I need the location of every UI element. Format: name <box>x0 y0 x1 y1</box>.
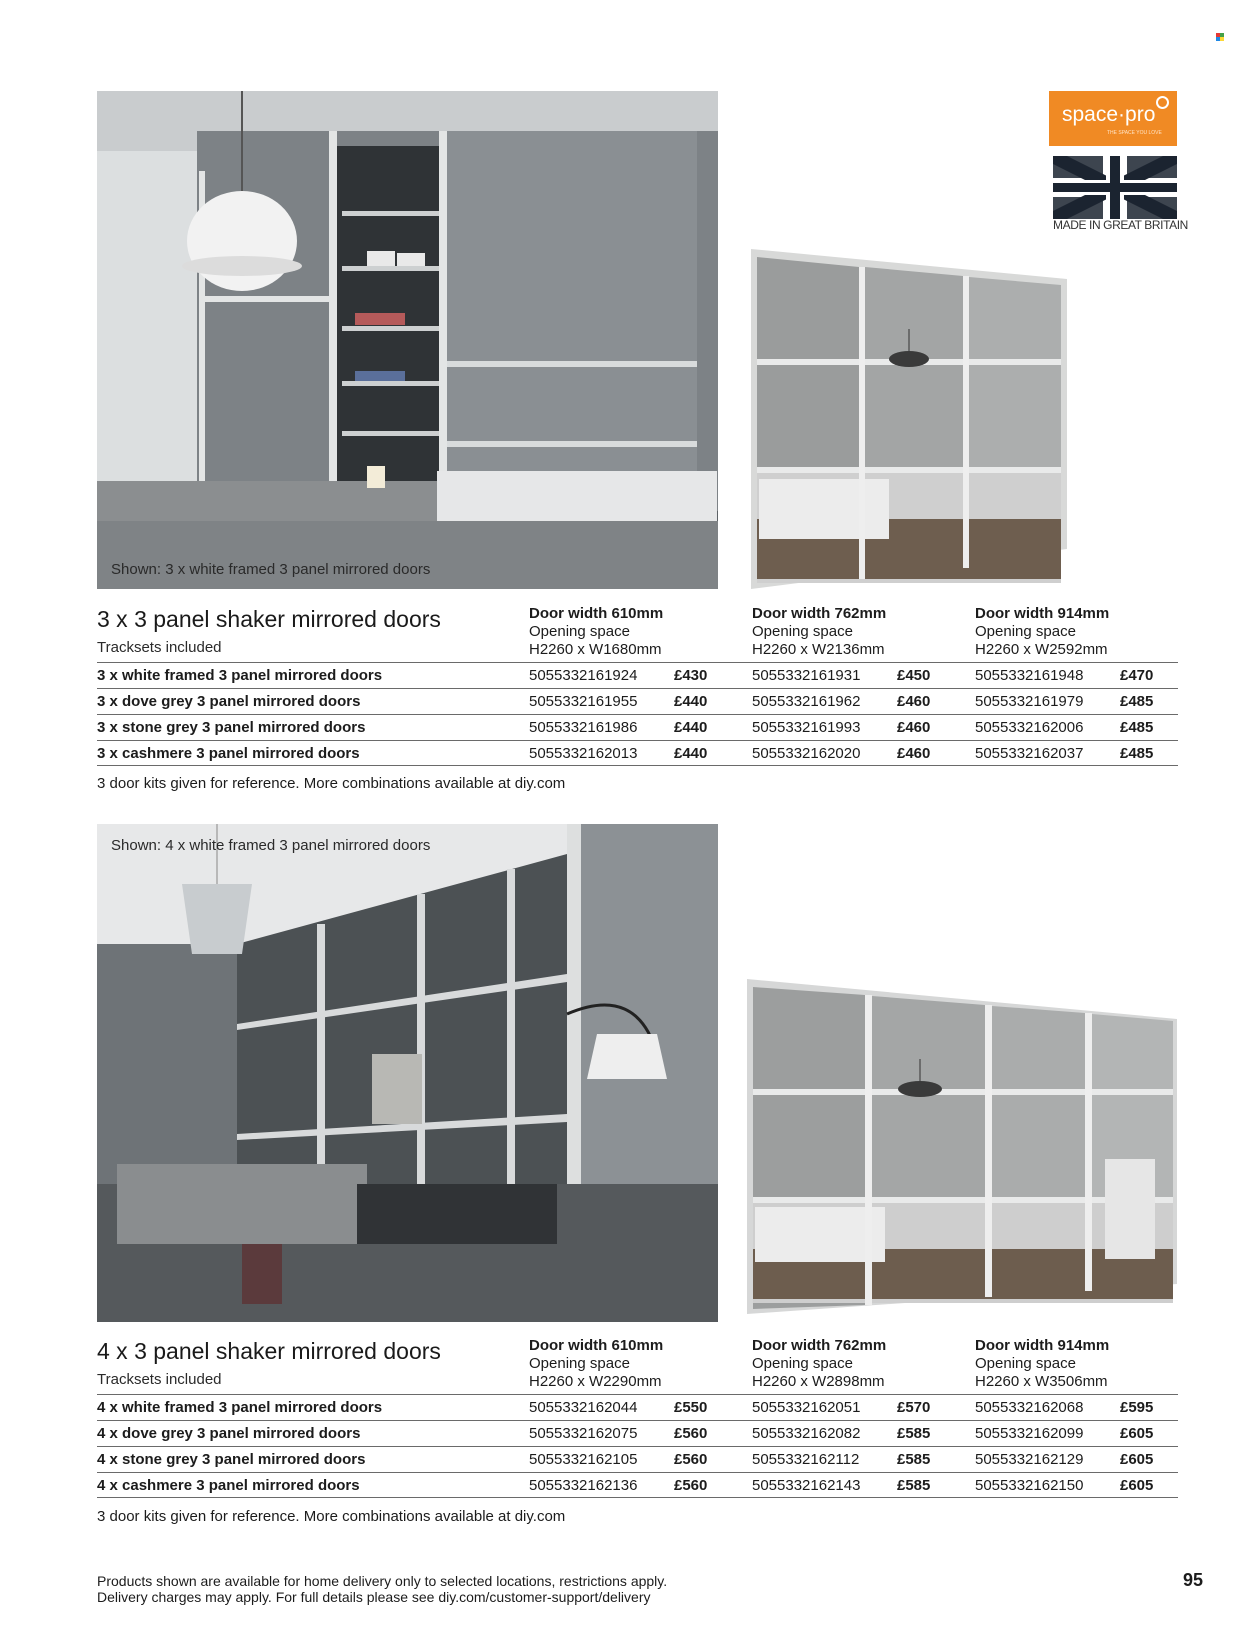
product-price: £460 <box>897 745 931 762</box>
product-price: £560 <box>674 1425 708 1442</box>
door-width: Door width 762mm <box>752 605 887 622</box>
door-width: Door width 610mm <box>529 605 664 622</box>
opening-label: Opening space <box>752 1355 853 1372</box>
section1-col2-header <box>752 605 886 659</box>
product-name: 3 x white framed 3 panel mirrored doors <box>97 667 383 684</box>
mirrored-doors-product-3 <box>749 249 1069 589</box>
product-price: £595 <box>1120 1399 1154 1416</box>
table-row <box>97 1472 1178 1498</box>
corner-mark-icon <box>1216 33 1224 41</box>
made-in-britain-text: MADE IN GREAT BRITAIN <box>1053 218 1188 232</box>
door-width: Door width 762mm <box>752 1337 887 1354</box>
product-price: £485 <box>1120 745 1154 762</box>
table-row <box>97 740 1178 766</box>
section2-col3-header <box>975 1337 1109 1391</box>
section2-subtitle: Tracksets included <box>97 1371 222 1388</box>
product-price: £485 <box>1120 719 1154 736</box>
page-number: 95 <box>1183 1570 1204 1590</box>
product-code: 5055332161924 <box>529 667 638 684</box>
product-code: 5055332162099 <box>975 1425 1084 1442</box>
section2-note: 3 door kits given for reference. More combinations available at diy.com <box>97 1508 566 1525</box>
section1-price-table <box>97 662 1178 766</box>
product-price: £605 <box>1120 1425 1154 1442</box>
product-price: £485 <box>1120 693 1154 710</box>
section1-col3-header <box>975 605 1109 659</box>
section1-title: 3 x 3 panel shaker mirrored doors <box>97 606 441 632</box>
product-code: 5055332162020 <box>752 745 861 762</box>
bedroom-photo-4-door <box>97 824 718 1322</box>
opening-size: H2260 x W3506mm <box>975 1373 1108 1390</box>
door-width: Door width 914mm <box>975 605 1110 622</box>
product-name: 4 x dove grey 3 panel mirrored doors <box>97 1425 361 1442</box>
product-code: 5055332161948 <box>975 667 1084 684</box>
bedroom-photo-3-door <box>97 91 718 589</box>
product-price: £430 <box>674 667 708 684</box>
product-code: 5055332162105 <box>529 1451 638 1468</box>
footer-line-1: Products shown are available for home delivery only to selected locations, restrictions apply. <box>97 1573 668 1589</box>
opening-size: H2260 x W2592mm <box>975 641 1108 658</box>
logo-mark-icon <box>1156 96 1169 109</box>
door-width: Door width 610mm <box>529 1337 664 1354</box>
opening-size: H2260 x W2136mm <box>752 641 885 658</box>
section1-note: 3 door kits given for reference. More combinations available at diy.com <box>97 775 566 792</box>
product-name: 3 x dove grey 3 panel mirrored doors <box>97 693 361 710</box>
mirrored-doors-product-4 <box>745 979 1179 1314</box>
opening-label: Opening space <box>975 623 1076 640</box>
product-price: £440 <box>674 719 708 736</box>
photo-caption-4-door: Shown: 4 x white framed 3 panel mirrored doors <box>111 837 431 854</box>
product-price: £585 <box>897 1477 931 1494</box>
photo-caption-3-door: Shown: 3 x white framed 3 panel mirrored doors <box>111 561 431 578</box>
opening-label: Opening space <box>975 1355 1076 1372</box>
table-row <box>97 662 1178 688</box>
table-row <box>97 688 1178 714</box>
product-code: 5055332161955 <box>529 693 638 710</box>
logo-text: space·pro <box>1062 103 1156 126</box>
product-price: £470 <box>1120 667 1154 684</box>
section2-col2-header <box>752 1337 886 1391</box>
product-price: £585 <box>897 1451 931 1468</box>
opening-size: H2260 x W2290mm <box>529 1373 662 1390</box>
product-code: 5055332162082 <box>752 1425 861 1442</box>
opening-label: Opening space <box>529 1355 630 1372</box>
product-code: 5055332162136 <box>529 1477 638 1494</box>
opening-label: Opening space <box>752 623 853 640</box>
product-price: £605 <box>1120 1477 1154 1494</box>
product-name: 4 x stone grey 3 panel mirrored doors <box>97 1451 366 1468</box>
product-code: 5055332162075 <box>529 1425 638 1442</box>
door-width: Door width 914mm <box>975 1337 1110 1354</box>
product-name: 4 x white framed 3 panel mirrored doors <box>97 1399 383 1416</box>
product-code: 5055332162044 <box>529 1399 638 1416</box>
opening-size: H2260 x W1680mm <box>529 641 662 658</box>
product-price: £560 <box>674 1477 708 1494</box>
product-code: 5055332162051 <box>752 1399 861 1416</box>
product-code: 5055332162150 <box>975 1477 1084 1494</box>
product-price: £605 <box>1120 1451 1154 1468</box>
section1-col1-header <box>529 605 663 659</box>
product-price: £460 <box>897 693 931 710</box>
table-row <box>97 1446 1178 1472</box>
product-code: 5055332161931 <box>752 667 861 684</box>
space-pro-logo <box>1049 91 1177 146</box>
product-name: 4 x cashmere 3 panel mirrored doors <box>97 1477 360 1494</box>
product-price: £550 <box>674 1399 708 1416</box>
logo-tagline: THE SPACE YOU LOVE <box>1107 130 1162 136</box>
product-name: 3 x stone grey 3 panel mirrored doors <box>97 719 366 736</box>
product-code: 5055332162143 <box>752 1477 861 1494</box>
product-price: £440 <box>674 693 708 710</box>
section2-title: 4 x 3 panel shaker mirrored doors <box>97 1338 441 1364</box>
table-row <box>97 714 1178 740</box>
product-price: £440 <box>674 745 708 762</box>
product-code: 5055332161993 <box>752 719 861 736</box>
section2-price-table <box>97 1394 1178 1498</box>
product-code: 5055332162129 <box>975 1451 1084 1468</box>
product-price: £560 <box>674 1451 708 1468</box>
product-code: 5055332162037 <box>975 745 1084 762</box>
product-code: 5055332162112 <box>752 1451 860 1468</box>
product-price: £450 <box>897 667 931 684</box>
union-jack-icon <box>1053 156 1177 219</box>
product-name: 3 x cashmere 3 panel mirrored doors <box>97 745 360 762</box>
table-row <box>97 1420 1178 1446</box>
section1-subtitle: Tracksets included <box>97 639 222 656</box>
opening-label: Opening space <box>529 623 630 640</box>
table-row <box>97 1394 1178 1420</box>
product-price: £460 <box>897 719 931 736</box>
section2-col1-header <box>529 1337 663 1391</box>
product-code: 5055332162068 <box>975 1399 1084 1416</box>
product-code: 5055332161979 <box>975 693 1084 710</box>
product-code: 5055332161986 <box>529 719 638 736</box>
product-price: £570 <box>897 1399 931 1416</box>
product-price: £585 <box>897 1425 931 1442</box>
delivery-footer <box>97 1573 667 1605</box>
footer-line-2: Delivery charges may apply. For full details please see diy.com/customer-support/delivery <box>97 1589 651 1605</box>
product-code: 5055332161962 <box>752 693 861 710</box>
product-code: 5055332162006 <box>975 719 1084 736</box>
opening-size: H2260 x W2898mm <box>752 1373 885 1390</box>
product-code: 5055332162013 <box>529 745 638 762</box>
